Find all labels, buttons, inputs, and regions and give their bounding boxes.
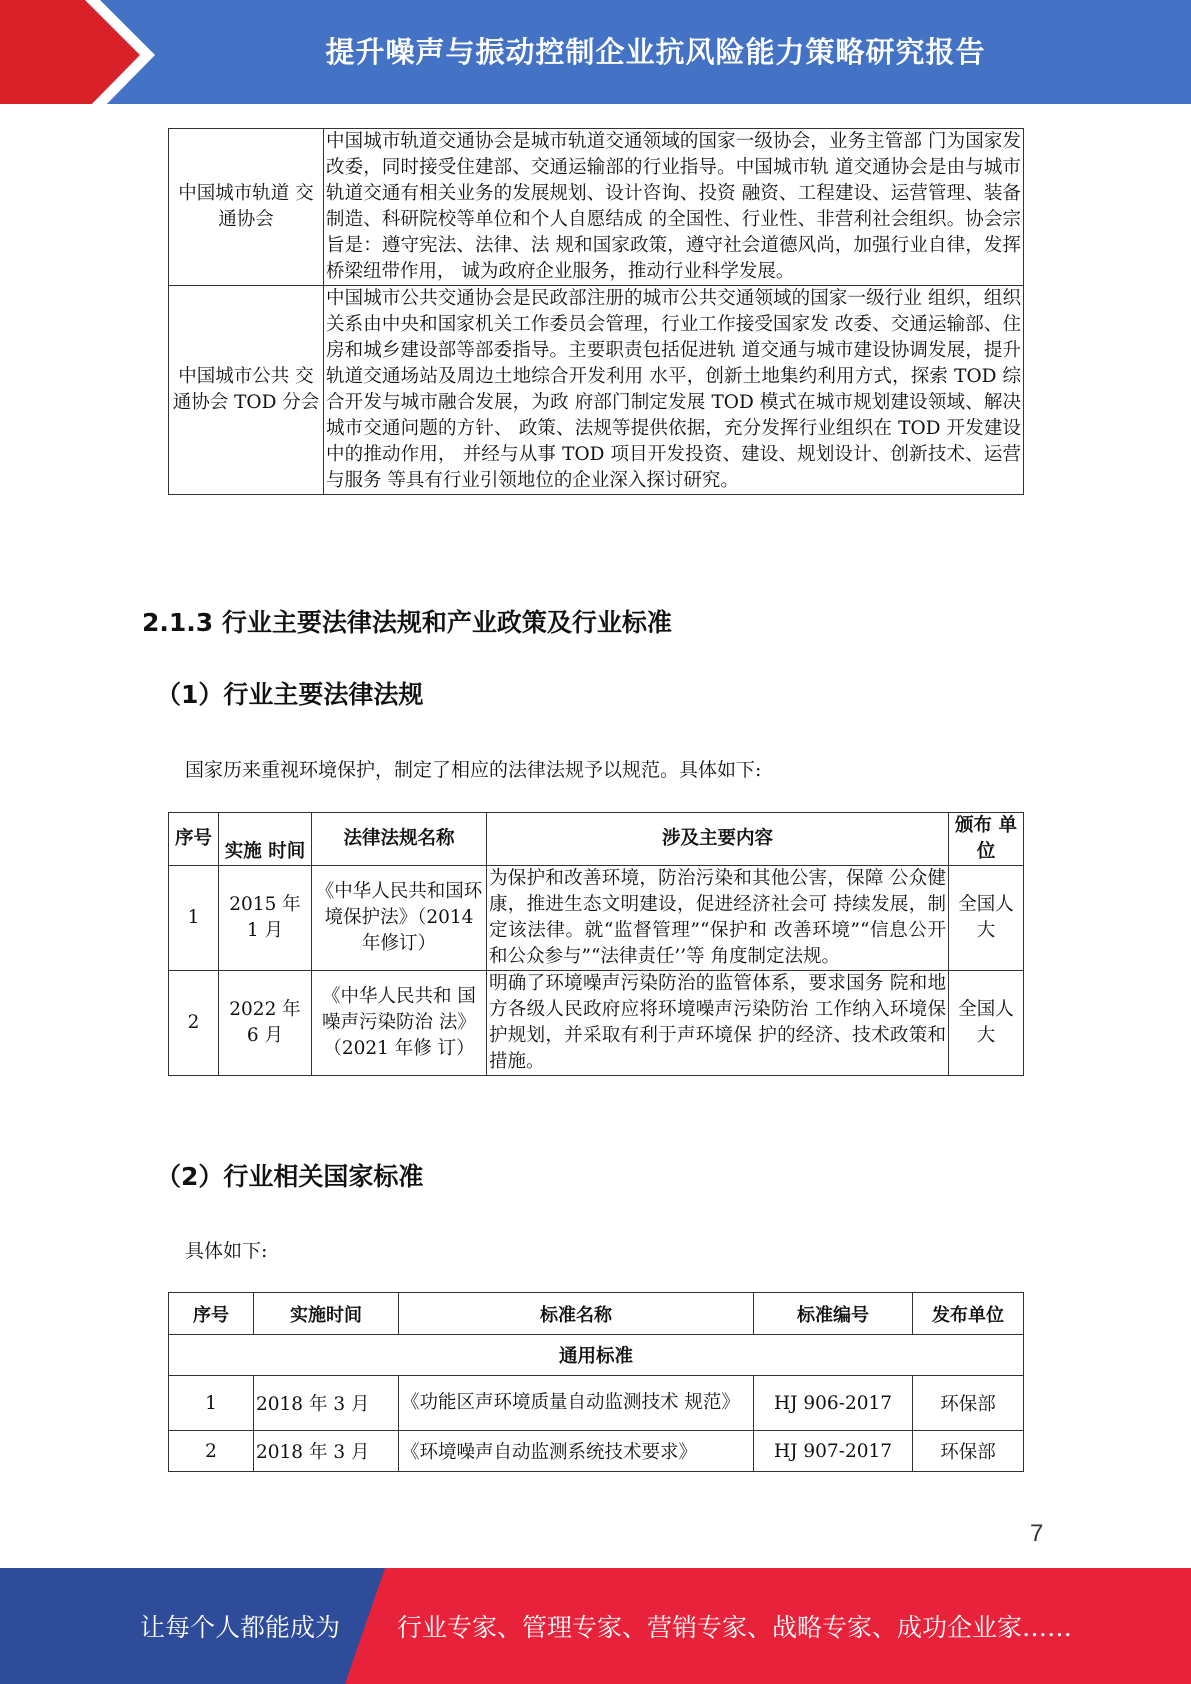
laws-table xyxy=(168,812,1024,1076)
header-date: 实施 时间 xyxy=(219,813,312,866)
association-description: 中国城市轨道交通协会是城市轨道交通领域的国家一级协会，业务主管部 门为国家发改委，同时接受住建部、交通运输部的行业指导。中国城市轨 道交通协会是由与城市轨道交通有相关业务的发展规划、设计咨询、投资 融资、工程建设、运营管理、装备制造、科研院校等单位和个人自愿结成 的全国性、行业性、非营利社会组织。协会宗旨是：遵守宪法、法律、法 规和国家政策，遵守社会道德风尚，加强行业自律，发挥桥梁纽带作用， 诚为政府企业服务，推动行业科学发展。 xyxy=(324,129,1024,286)
header-no: 序号 xyxy=(169,1293,254,1335)
standards-table xyxy=(168,1292,1024,1472)
table-row xyxy=(169,1376,1024,1431)
row-date: 2015 年 1 月 xyxy=(219,866,312,971)
header-date: 实施时间 xyxy=(254,1293,399,1335)
association-name: 中国城市公共 交通协会 TOD 分会 xyxy=(169,286,324,495)
page-header xyxy=(0,0,1191,111)
row-date: 2022 年 6 月 xyxy=(219,971,312,1076)
row-no: 2 xyxy=(169,971,219,1076)
row-publisher: 环保部 xyxy=(913,1376,1024,1431)
subsection-heading-standards: （2）行业相关国家标准 xyxy=(156,1162,424,1191)
group-label: 通用标准 xyxy=(169,1335,1024,1376)
row-no: 2 xyxy=(169,1431,254,1472)
row-date: 2018 年 3 月 xyxy=(254,1376,399,1431)
row-content: 明确了环境噪声污染防治的监管体系，要求国务 院和地方各级人民政府应将环境噪声污染防治 工作纳入环境保护规划，并采取有利于声环境保 护的经济、技术政策和措施。 xyxy=(487,971,949,1076)
row-no: 1 xyxy=(169,866,219,971)
association-description: 中国城市公共交通协会是民政部注册的城市公共交通领域的国家一级行业 组织，组织关系由中央和国家机关工作委员会管理，行业工作接受国家发 改委、交通运输部、住房和城乡建设部等部委指导。主要职责包括促进轨 道交通与城市建设协调发展，提升轨道交通场站及周边土地综合开发利用 水平，创新土地集约利用方式，探索 TOD 综合开发与城市融合发展，为政 府部门制定发展 TOD 模式在城市规划建设领域、解决城市交通问题的方针、 政策、法规等提供依据，充分发挥行业组织在 TOD 开发建设中的推动作用， 并经与从事 TOD 项目开发投资、建设、规划设计、创新技术、运营与服务 等具有行业引领地位的企业深入探讨研究。 xyxy=(324,286,1024,495)
row-publisher: 全国人大 xyxy=(949,866,1024,971)
subsection-heading-laws: （1）行业主要法律法规 xyxy=(156,680,424,709)
header-law-name: 法律法规名称 xyxy=(312,813,487,866)
page-number: 7 xyxy=(1030,1520,1044,1547)
row-law-name: 《中华人民共和国环境保护法》（2014 年修订） xyxy=(312,866,487,971)
section-heading: 2.1.3 行业主要法律法规和产业政策及行业标准 xyxy=(142,608,672,637)
report-title: 提升噪声与振动控制企业抗风险能力策略研究报告 xyxy=(325,34,986,69)
row-law-name: 《中华人民共和 国噪声污染防治 法》（2021 年修 订） xyxy=(312,971,487,1076)
row-content: 为保护和改善环境，防治污染和其他公害，保障 公众健康，推进生态文明建设，促进经济社会可 持续发展，制定该法律。就“监督管理”“保护和 改善环境”“信息公开和公众参与”“法律责任’’等 角度制定法规。 xyxy=(487,866,949,971)
header-content: 涉及主要内容 xyxy=(487,813,949,866)
table-row xyxy=(169,286,1024,495)
association-name: 中国城市轨道 交通协会 xyxy=(169,129,324,286)
row-date: 2018 年 3 月 xyxy=(254,1431,399,1472)
row-standard-name: 《环境噪声自动监测系统技术要求》 xyxy=(399,1431,754,1472)
table-row xyxy=(169,1431,1024,1472)
table-header-row xyxy=(169,1293,1024,1335)
page-footer xyxy=(0,1568,1191,1684)
row-publisher: 环保部 xyxy=(913,1431,1024,1472)
row-standard-code: HJ 907-2017 xyxy=(754,1431,913,1472)
header-publisher: 颁布 单位 xyxy=(949,813,1024,866)
row-publisher: 全国人大 xyxy=(949,971,1024,1076)
row-standard-code: HJ 906-2017 xyxy=(754,1376,913,1431)
footer-slogan-left: 让每个人都能成为 xyxy=(140,1613,341,1642)
standards-intro-text: 具体如下: xyxy=(185,1240,268,1262)
associations-table xyxy=(168,128,1024,495)
footer-slogan-right: 行业专家、管理专家、营销专家、战略专家、成功企业家…… xyxy=(397,1613,1073,1642)
header-publisher: 发布单位 xyxy=(913,1293,1024,1335)
header-standard-code: 标准编号 xyxy=(754,1293,913,1335)
row-standard-name: 《功能区声环境质量自动监测技术 规范》 xyxy=(399,1376,754,1431)
row-no: 1 xyxy=(169,1376,254,1431)
header-standard-name: 标准名称 xyxy=(399,1293,754,1335)
header-no: 序号 xyxy=(169,813,219,866)
laws-intro-text: 国家历来重视环境保护，制定了相应的法律法规予以规范。具体如下: xyxy=(185,759,762,781)
table-group-row xyxy=(169,1335,1024,1376)
table-row xyxy=(169,129,1024,286)
table-row xyxy=(169,866,1024,971)
table-row xyxy=(169,971,1024,1076)
table-header-row xyxy=(169,813,1024,866)
